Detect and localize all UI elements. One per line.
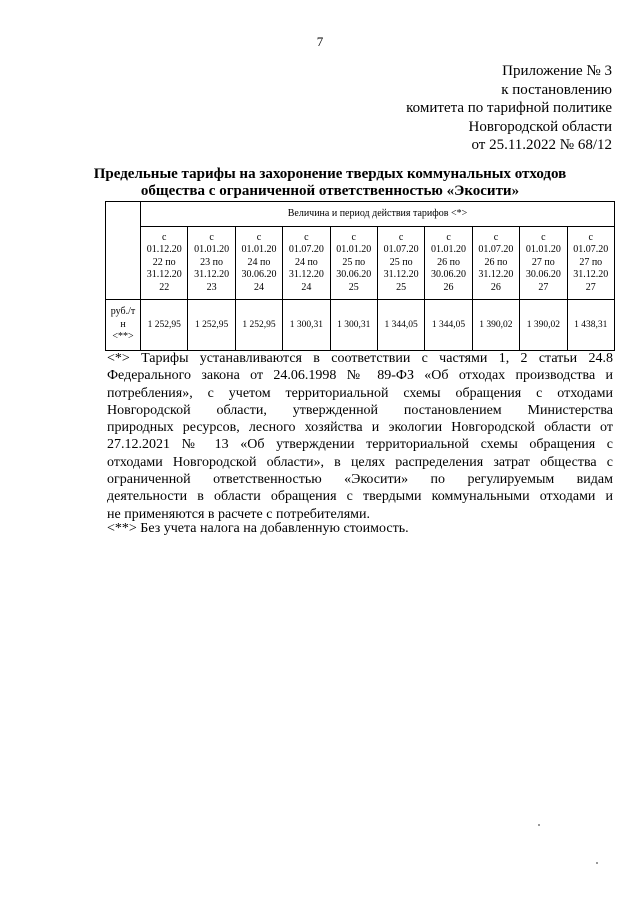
period-cell: с 01.01.20 24 по 30.06.20 24 <box>235 227 282 300</box>
period-cell: с 01.07.20 26 по 31.12.20 26 <box>472 227 519 300</box>
title-line: Предельные тарифы на захоронение твердых коммунальных отходов <box>93 166 567 182</box>
footnote-line: Новгородской области, утвержденной постановлением Министерства <box>107 402 613 418</box>
footnote-line: Федерального закона от 24.06.1998 № 89-ФЗ «Об отходах производства и <box>107 368 613 384</box>
value-cell: 1 344,05 <box>377 300 424 351</box>
period-row <box>106 227 615 300</box>
period-cell: с 01.07.20 27 по 31.12.20 27 <box>567 227 614 300</box>
value-cell: 1 300,31 <box>330 300 377 351</box>
value-cell: 1 438,31 <box>567 300 614 351</box>
appendix-block <box>406 62 612 155</box>
appendix-line: Приложение № 3 <box>502 63 612 79</box>
title-line: общества с ограниченной ответственностью «Экосити» <box>140 183 520 199</box>
page-number: 7 <box>316 34 324 49</box>
value-cell: 1 390,02 <box>520 300 567 351</box>
value-cell: 1 252,95 <box>235 300 282 351</box>
footnote-line: природных ресурсов, лесного хозяйства и экологии Новгородской области от <box>107 420 613 436</box>
period-cell: с 01.01.20 27 по 30.06.20 27 <box>520 227 567 300</box>
period-cell: с 01.01.20 23 по 31.12.20 23 <box>188 227 235 300</box>
value-cell: 1 252,95 <box>141 300 188 351</box>
scan-speck <box>596 862 598 864</box>
footnote-line: ограниченной ответственностью «Экосити» по регулируемым видам <box>107 472 613 488</box>
footnote-line: 27.12.2021 № 13 «Об утверждении территориальной схемы обращения с <box>107 437 613 453</box>
value-cell: 1 300,31 <box>283 300 330 351</box>
period-cell: с 01.07.20 24 по 31.12.20 24 <box>283 227 330 300</box>
tariff-table <box>105 201 615 351</box>
appendix-line: комитета по тарифной политике <box>406 100 612 116</box>
footnote-tariffs <box>107 350 613 523</box>
footnote-line: отходами Новгородской области», в целях распределения затрат общества с <box>107 454 613 470</box>
period-cell: с 01.12.20 22 по 31.12.20 22 <box>141 227 188 300</box>
footnote-line: потребления», с учетом территориальной схемы обращения с отходами <box>107 385 613 401</box>
table-corner-cell <box>106 202 141 300</box>
value-cell: 1 344,05 <box>425 300 472 351</box>
footnote-line: не применяются в расчете с потребителями. <box>107 506 371 522</box>
appendix-line: от 25.11.2022 № 68/12 <box>471 137 612 153</box>
appendix-line: Новгородской области <box>468 118 612 135</box>
value-cell: 1 390,02 <box>472 300 519 351</box>
unit-cell: руб./т н <**> <box>106 300 141 351</box>
value-row <box>106 300 615 351</box>
document-title <box>60 166 600 200</box>
scan-speck <box>538 824 540 826</box>
table-header: Величина и период действия тарифов <*> <box>141 202 615 227</box>
period-cell: с 01.01.20 26 по 30.06.20 26 <box>425 227 472 300</box>
footnote-line: деятельности в области обращения с твердыми коммунальными отходами и <box>107 489 613 505</box>
footnote-line: <*> Тарифы устанавливаются в соответствии с частями 1, 2 статьи 24.8 <box>107 351 613 366</box>
footnote-vat: <**> Без учета налога на добавленную стоимость. <box>107 521 409 536</box>
value-cell: 1 252,95 <box>188 300 235 351</box>
period-cell: с 01.01.20 25 по 30.06.20 25 <box>330 227 377 300</box>
period-cell: с 01.07.20 25 по 31.12.20 25 <box>377 227 424 300</box>
appendix-line: к постановлению <box>501 81 612 98</box>
